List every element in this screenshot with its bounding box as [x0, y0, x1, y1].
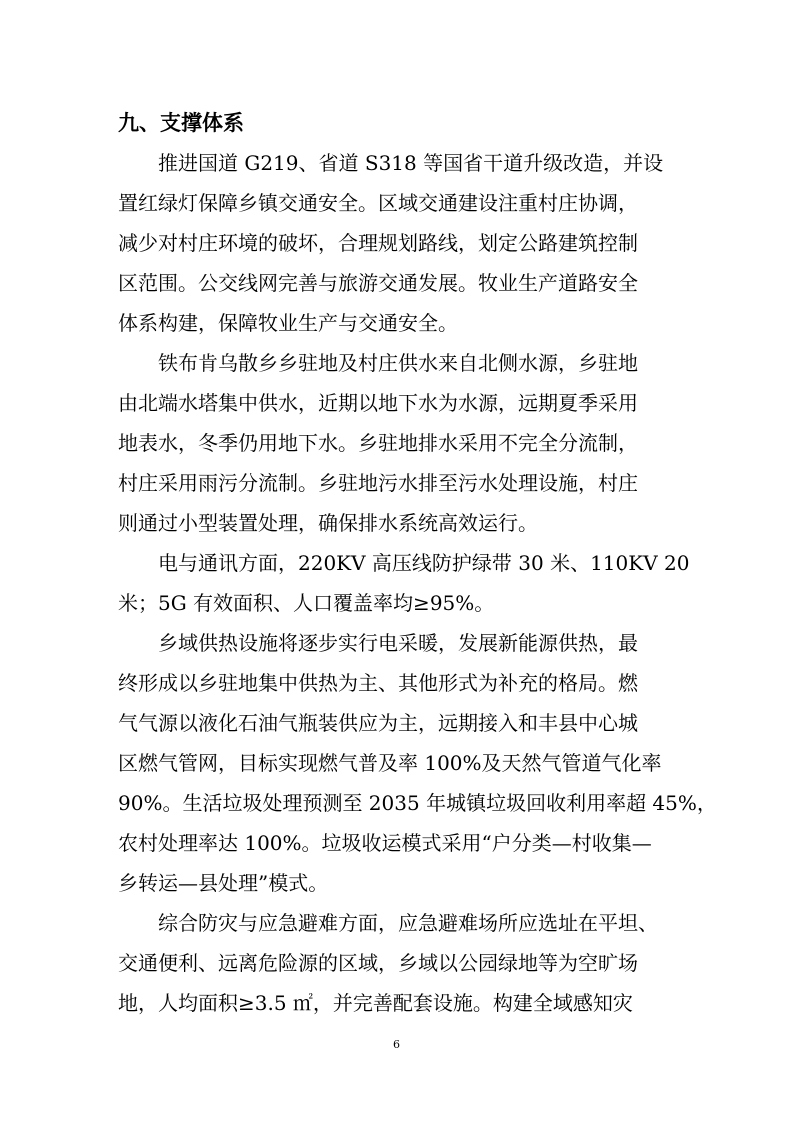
paragraph-line: 铁布肯乌散乡乡驻地及村庄供水来自北侧水源，乡驻地 — [158, 351, 638, 375]
paragraph-line: 置红绿灯保障乡镇交通安全。区域交通建设注重村庄协调， — [118, 191, 638, 215]
paragraph-line: 乡转运—县处理”模式。 — [118, 871, 329, 895]
paragraph-line: 村庄采用雨污分流制。乡驻地污水排至污水处理设施，村庄 — [118, 471, 638, 495]
paragraph-heating-gas-waste — [118, 623, 717, 903]
paragraph-line: 终形成以乡驻地集中供热为主、其他形式为补充的格局。燃 — [118, 671, 638, 695]
paragraph-line: 综合防灾与应急避难方面，应急避难场所应选址在平坦、 — [158, 911, 658, 935]
paragraph-line: 推进国道 G219、省道 S318 等国省干道升级改造，并设 — [158, 151, 664, 175]
paragraph-line: 地，人均面积≥3.5 ㎡，并完善配套设施。构建全域感知灾 — [118, 991, 633, 1015]
paragraph-line: 体系构建，保障牧业生产与交通安全。 — [118, 311, 458, 335]
section-heading: 九、支撑体系 — [118, 111, 244, 135]
paragraph-water-supply — [118, 343, 678, 543]
paragraph-line: 由北端水塔集中供水，近期以地下水为水源，远期夏季采用 — [118, 391, 638, 415]
paragraph-line: 减少对村庄环境的破坏，合理规划路线，划定公路建筑控制 — [118, 231, 638, 255]
paragraph-transport — [118, 143, 678, 343]
paragraph-line: 电与通讯方面，220KV 高压线防护绿带 30 米、110KV 20 — [158, 551, 690, 575]
paragraph-line: 区范围。公交线网完善与旅游交通发展。牧业生产道路安全 — [118, 271, 638, 295]
paragraph-line: 气气源以液化石油气瓶装供应为主，远期接入和丰县中心城 — [118, 711, 638, 735]
paragraph-line: 90%。生活垃圾处理预测至 2035 年城镇垃圾回收利用率超 45%， — [118, 791, 717, 815]
paragraph-line: 米；5G 有效面积、人口覆盖率均≥95%。 — [118, 591, 495, 615]
page-number: 6 — [393, 1038, 400, 1051]
paragraph-line: 区燃气管网，目标实现燃气普及率 100%及天然气管道气化率 — [118, 751, 662, 775]
paragraph-line: 则通过小型装置处理，确保排水系统高效运行。 — [118, 511, 538, 535]
paragraph-disaster-prevention — [118, 903, 678, 1023]
paragraph-power-telecom — [118, 543, 690, 623]
paragraph-line: 农村处理率达 100%。垃圾收运模式采用“户分类—村收集— — [118, 831, 652, 855]
paragraph-line: 乡域供热设施将逐步实行电采暖，发展新能源供热，最 — [158, 631, 638, 655]
paragraph-line: 交通便利、远离危险源的区域，乡域以公园绿地等为空旷场 — [118, 951, 638, 975]
paragraph-line: 地表水，冬季仍用地下水。乡驻地排水采用不完全分流制， — [118, 431, 638, 455]
